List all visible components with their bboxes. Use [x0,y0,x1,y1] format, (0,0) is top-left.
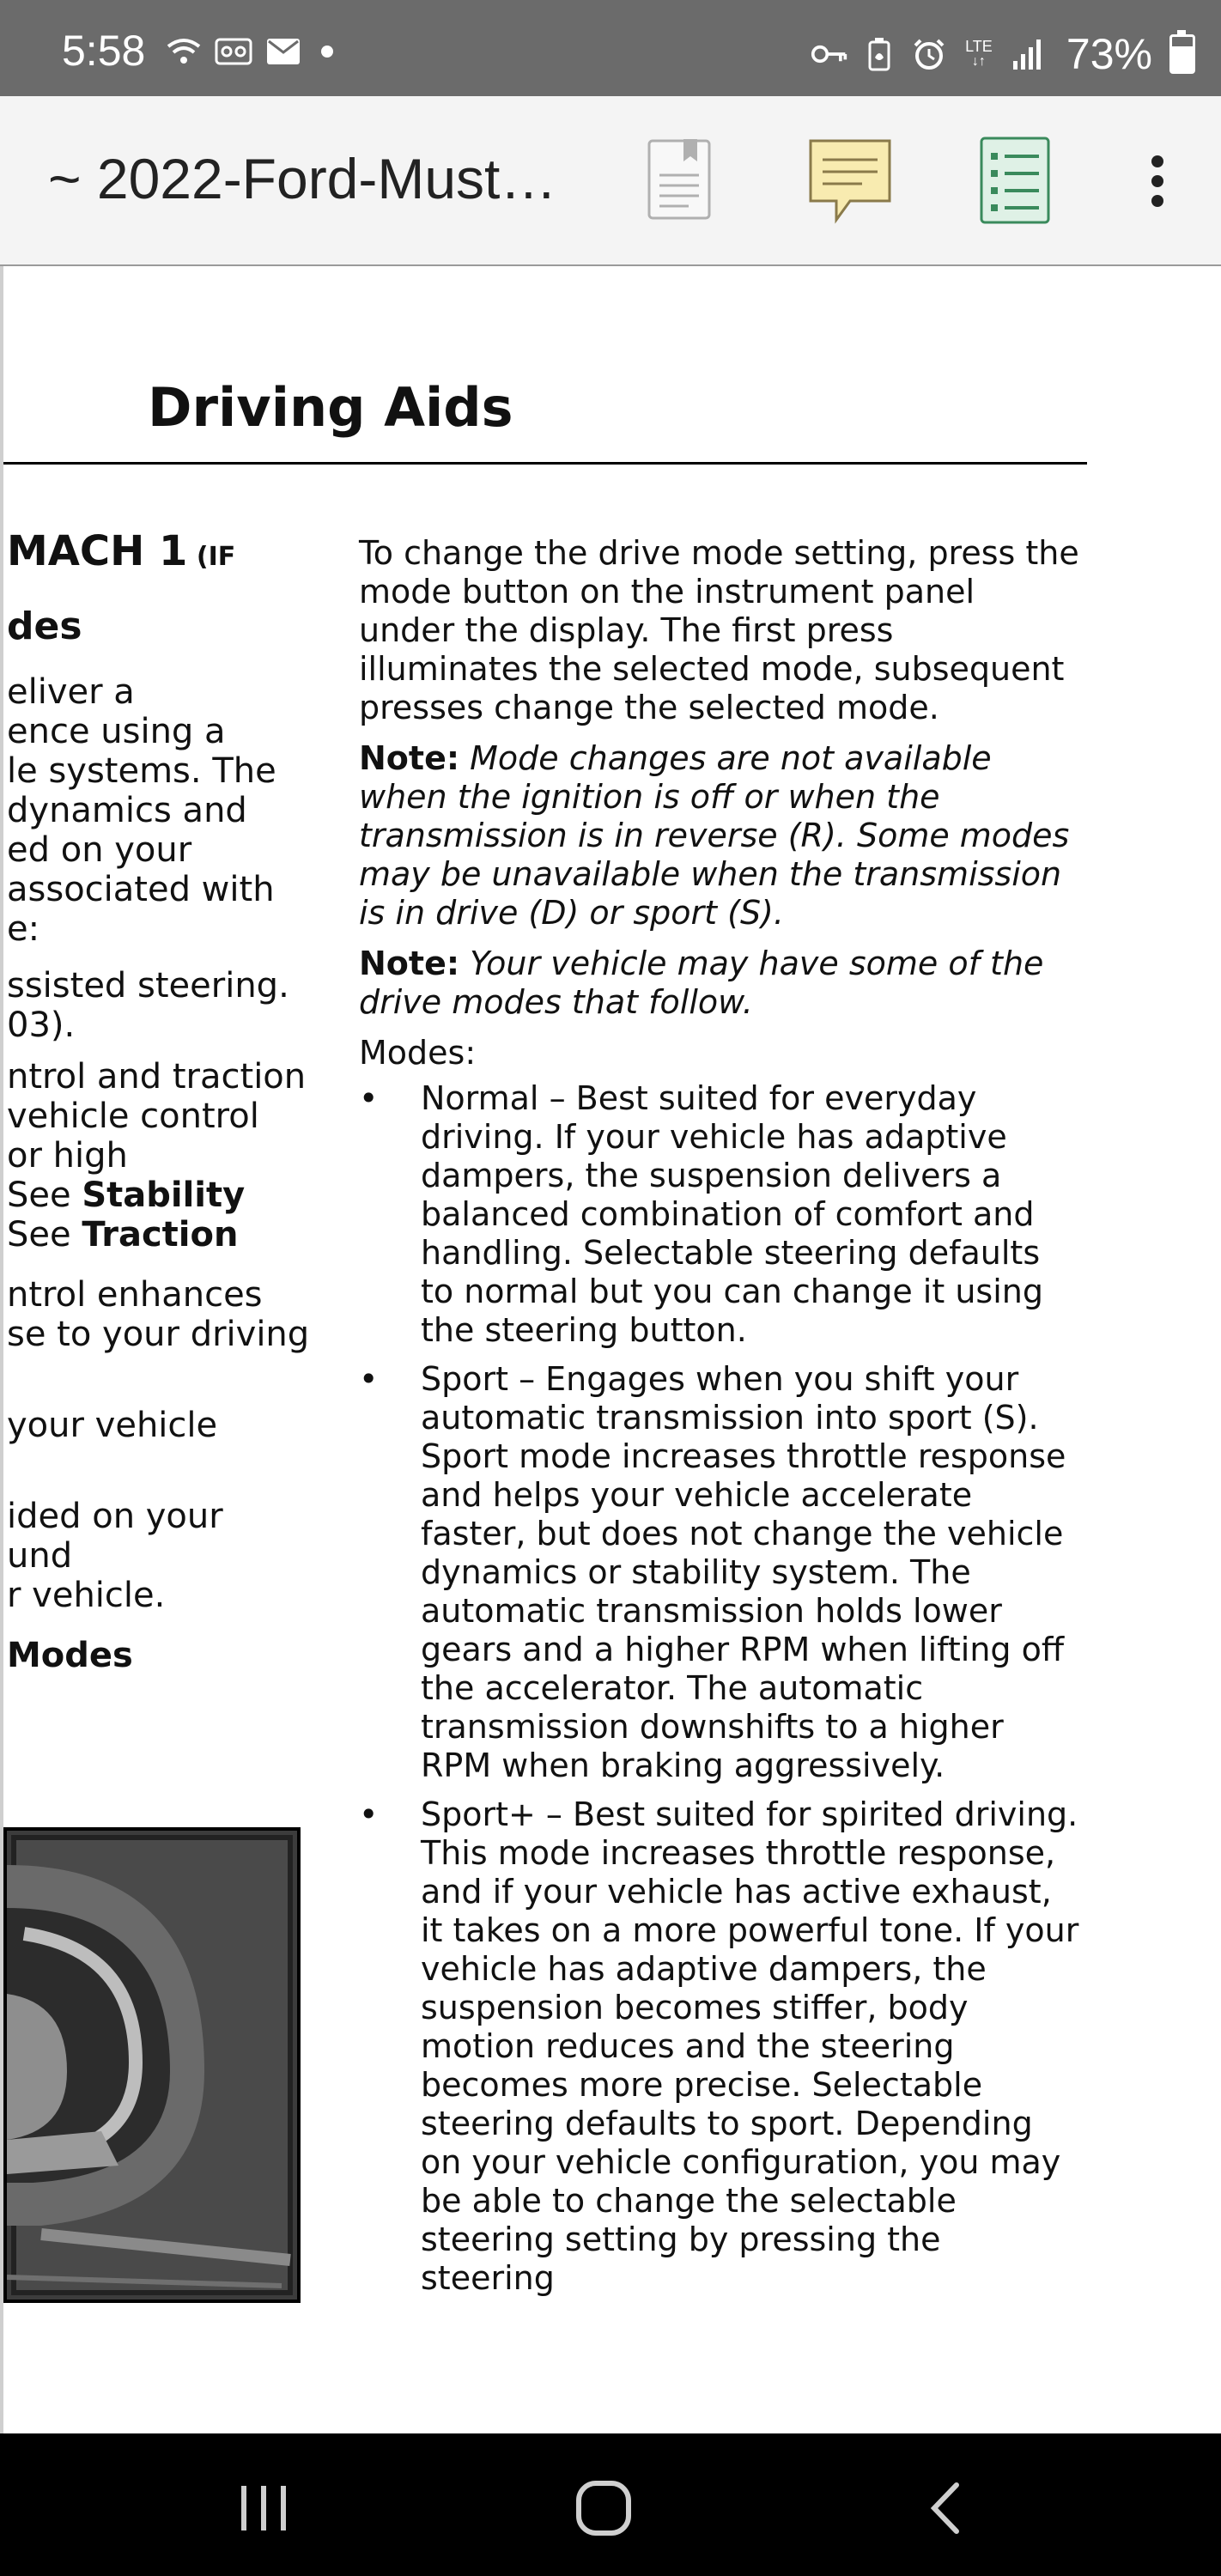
left-line: vehicle control [7,1097,259,1136]
left-line: se to your driving [7,1315,310,1354]
modes-label: Modes: [359,1034,477,1072]
status-time: 5:58 [62,27,146,75]
left-line-see-stability: See Stability [7,1176,246,1215]
status-bar [0,0,1221,96]
battery-percentage: 73% [1066,30,1152,78]
voicemail-icon [215,34,252,69]
battery-saver-icon [860,37,898,71]
left-line: associated with [7,870,275,909]
left-line: ntrol enhances [7,1275,263,1315]
heading-divider [3,462,1087,465]
document-page[interactable] [0,266,1221,2433]
status-right-icons [811,29,1195,79]
wifi-calling-icon [165,34,203,69]
left-line: eliver a [7,672,135,712]
left-line: or high [7,1136,128,1176]
left-line: dynamics and [7,791,247,830]
comment-icon[interactable] [807,136,893,227]
bullet-marker: • [359,1360,379,1398]
bullet-marker: • [359,1079,379,1117]
notification-dot [321,46,333,58]
left-heading-modes: des [7,605,82,648]
recent-apps-icon[interactable] [225,2470,302,2547]
left-line: e: [7,909,40,949]
left-line: ence using a [7,712,226,751]
signal-icon [1010,37,1048,71]
left-line: ided on your [7,1497,223,1536]
vpn-key-icon [811,37,848,71]
mode-item-normal: • Normal – Best suited for everyday driving. If your vehicle has adaptive dampers, the suspension delivers a balanced combination of comfort and handling. Selectable steering defaults to normal but you can change it using the steering button. [359,1079,1043,1349]
note-drive-modes: Note: Your vehicle may have some of the drive modes that follow. [359,945,1044,1021]
section-heading: Driving Aids [148,376,513,439]
note-mode-changes: Note: Mode changes are not available when the ignition is off or when the transmission is in reverse (R). Some modes may be unavailable when the transmission is in drive (D) or sport (S). [359,739,1070,932]
bullet-marker: • [359,1795,379,1833]
intro-paragraph: To change the drive mode setting, press the mode button on the instrument panel under the display. The first press illuminates the selected mode, subsequent presses change the selected mode. [359,534,1079,726]
back-icon[interactable] [907,2470,984,2547]
bookmark-page-icon[interactable] [646,136,732,227]
email-icon [264,34,302,69]
battery-icon [1169,34,1195,74]
left-line: ntrol and traction [7,1057,307,1097]
right-column [359,534,1080,2308]
left-heading-mach1: MACH 1 (IF [7,527,236,575]
left-line: le systems. The [7,751,276,791]
left-heading-drive-modes: Modes [7,1636,133,1675]
home-icon[interactable] [565,2470,642,2547]
left-line: und [7,1536,73,1576]
more-vert-icon[interactable] [1142,148,1173,216]
left-line: ssisted steering. [7,966,289,1005]
app-toolbar [0,96,1221,268]
mode-item-sport-plus: • Sport+ – Best suited for spirited driving. This mode increases throttle response, and if your vehicle has active exhaust, it takes on a more powerful tone. If your vehicle has adaptive dampers, the suspension becomes stiffer, body motion reduces and the steering becomes more precise. Selectable steering defaults to sport. Depending on your vehicle configuration, you may be able to change the selectable steering setting by pressing the steering [359,1795,1079,2297]
lte-label: LTE [965,38,993,55]
left-line-see-traction: See Traction [7,1215,239,1255]
left-line: your vehicle [7,1406,218,1445]
outline-list-icon[interactable] [979,136,1065,227]
document-title[interactable]: ~ 2022-Ford-Must… [48,147,557,210]
battery-fill [1172,46,1193,71]
mode-item-sport: • Sport – Engages when you shift your automatic transmission into sport (S). Sport mode increases throttle response and helps your vehicle accelerate faster, but does not change the vehicle dynamics or stability system. The automatic transmission holds lower gears and a higher RPM when lifting off the accelerator. The automatic transmission downshifts to a higher RPM when braking aggressively. [359,1360,1066,1784]
left-line: r vehicle. [7,1576,166,1615]
drive-mode-control-image [3,1827,301,2303]
navigation-bar [0,2433,1221,2576]
left-line: 03). [7,1005,76,1045]
status-left-icons [165,34,333,69]
left-line: ed on your [7,830,192,870]
alarm-icon [910,37,948,71]
lte-icon: LTE ↓↑ [965,38,993,69]
